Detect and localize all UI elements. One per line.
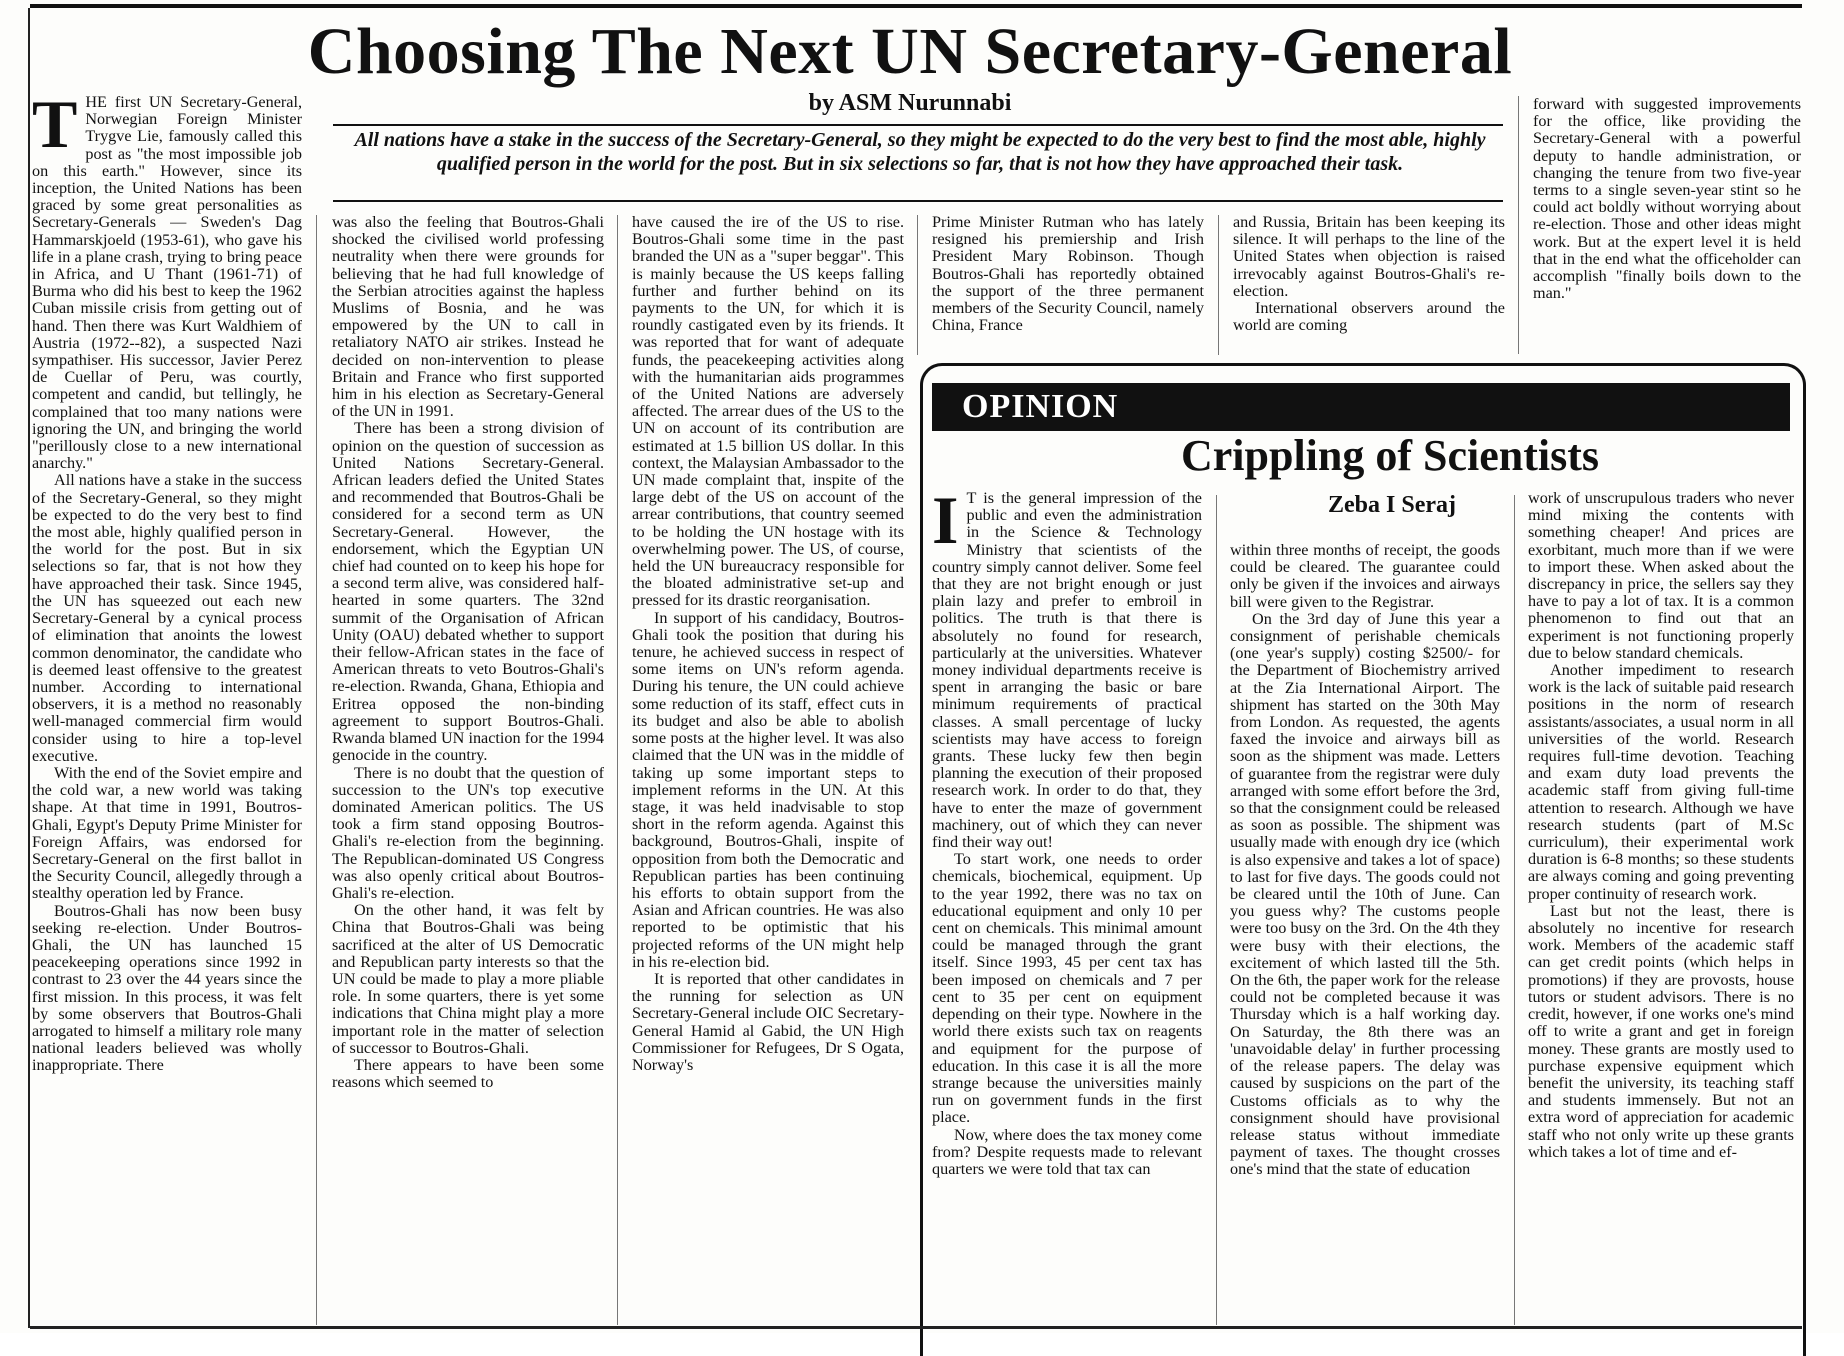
deck-rule-bottom [333, 200, 1503, 202]
bottom-rule [30, 1326, 1802, 1329]
paragraph: T is the general impression of the public and even the administration in the Science & Technology Ministry that scientists of the country simply cannot deliver. Some feel that they are not bright enough or just plain lazy and prefer to embroil in politics. The truth is that there is absolutely no found for research, particularly at the universities. Whatever money individual departments receive is spent in arranging the basic or bare minimum requirements of practical classes. A small percentage of lucky scientists may have access to foreign grants. These lucky few then begin planning the execution of their proposed research work. In order to do that, they have to enter the maze of government machinery, out of which they can never find their way out! [932, 490, 1202, 852]
paragraph: There is no doubt that the question of succession to the UN's top executive dominated American politics. The US took a firm stand opposing Boutros-Ghali's re-election from the beginning. The Republican-dominated US Congress was also openly critical about Boutros-Ghali's re-election. [332, 763, 604, 902]
column-separator [316, 215, 317, 1325]
dropcap: I [932, 490, 959, 558]
paragraph: Last but not the least, there is absolutely no incentive for research work. Members of the academic staff can get credit points (which helps in promotions) if they are provosts, house tutors or student advisors. There is no credit, however, if one works one's mind off to write a grant and get in foreign money. These grants are mostly used to purchase expensive equipment which benefit the university, its teaching staff and students immensely. But not an extra word of appreciation for academic staff who not only write up these grants which takes a lot of time and ef- [1528, 901, 1794, 1161]
column-separator [1514, 495, 1515, 1325]
paragraph: work of unscrupulous traders who never mind mixing the contents with something cheaper! And prices are exorbitant, much more than if we were to import these. When asked about the discrepancy in price, the sellers say they have to pay a lot of tax. It is a common phenomenon to find out that an experiment is not functioning properly due to below standard chemicals. [1528, 490, 1794, 662]
paragraph: Prime Minister Rutman who has lately resigned his premiership and Irish President Mary Robinson. Though Boutros-Ghali has reportedly obtained the support of the three permanent members of the Security Council, namely China, France [932, 214, 1204, 335]
opinion-author: Zeba I Seraj [1328, 492, 1456, 518]
paragraph: International observers around the world are coming [1233, 299, 1505, 335]
paragraph: within three months of receipt, the goods could be cleared. The guarantee could only be given if the invoices and airways bill were given to the Registrar. [1230, 542, 1500, 611]
paragraph: Now, where does the tax money come from? Despite requests made to relevant quarters we were told that tax can [932, 1125, 1202, 1178]
article-column-1 [32, 94, 302, 1324]
deck-rule-top [333, 124, 1503, 126]
column-separator [1216, 495, 1217, 1325]
paragraph: On the 3rd day of June this year a consignment of perishable chemicals (one year's supply) costing $2500/- for the Department of Biochemistry arrived at the Zia International Airport. The shipment has started on the 30th May from London. As requested, the agents faxed the invoice and airways bill as soon as the shipment was made. Letters of guarantee from the registrar were duly arranged with some effort before the 3rd, so that the consignment could be released as soon as possible. The shipment was usually made with enough dry ice (which is also expensive and takes a lot of space) to last for five days. The goods could not be cleared until the 10th of June. Can you guess why? The customs people were too busy on the 3rd. On the 4th they were busy with their elections, the excitement of which lasted till the 5th. On the 6th, the paper work for the release could not be completed because it was Thursday which is a half working day. On Saturday, the 8th there was an 'unavoidable delay' in further processing of the release papers. The delay was caused by suspicions on the part of the Customs officials as to why the consignment should have provisional release status without immediate payment of taxes. The thought crosses one's mind that the state of education [1230, 609, 1500, 1179]
paragraph: There appears to have been some reasons which seemed to [332, 1055, 604, 1092]
byline: by ASM Nurunnabi [808, 90, 1012, 116]
opinion-column-3 [1528, 490, 1794, 1325]
article-column-4 [932, 214, 1204, 354]
dropcap: T [32, 94, 78, 162]
article-column-2 [332, 214, 604, 1324]
article-column-3 [632, 214, 904, 1324]
column-separator [1218, 215, 1219, 355]
article-column-5 [1233, 214, 1505, 354]
left-border-rule [28, 8, 30, 1328]
article-column-6 [1533, 96, 1801, 356]
paragraph: Boutros-Ghali has now been busy seeking re-election. Under Boutros-Ghali, the UN has launched 15 peacekeeping operations since 1992 in contrast to 23 over the 44 years since the first mission. In this process, it was felt by some observers that Boutros-Ghali arrogated to himself a military role many national leaders believed was wholly inappropriate. There [32, 901, 302, 1075]
paragraph: There has been a strong division of opinion on the question of succession as United Nations Secretary-General. African leaders defied the United States and recommended that Boutros-Ghali be considered for a second term as UN Secretary-General. However, the endorsement, which the Egyptian UN chief had counted on to keep his hope for a second term alive, was considered half-hearted in some quarters. The 32nd summit of the Organisation of African Unity (OAU) debated whether to support their fellow-African states in the face of American threats to veto Boutros-Ghali's re-election. Rwanda, Ghana, Ethiopia and Eritrea opposed the non-binding agreement to support Boutros-Ghali. Rwanda blamed UN inaction for the 1994 genocide in the country. [332, 419, 604, 765]
opinion-column-1 [932, 490, 1202, 1325]
opinion-label: OPINION [932, 383, 1790, 431]
paragraph: To start work, one needs to order chemicals, biochemical, equipment. Up to the year 1992, there was no tax on educational equipment and only 10 per cent on chemicals. This minimal amount could be managed through the grant itself. Since 1993, 45 per cent tax has been imposed on chemicals and 7 per cent to 35 per cent on equipment depending on their type. Nowhere in the world there exists such tax on reagents and equipment for the purpose of education. In this case it is all the more strange because the universities mainly run on government funds in the first place. [932, 850, 1202, 1127]
top-rule [30, 4, 1802, 8]
deck: All nations have a stake in the success of the Secretary-General, so they might be expected to do the very best to find the most able, highly qualified person in the world for the post. But in six selections so far, that is not how they have approached their task. [354, 129, 1486, 175]
column-separator [617, 215, 618, 1325]
headline: Choosing The Next UN Secretary-General [307, 15, 1513, 88]
opinion-title: Crippling of Scientists [1180, 431, 1600, 480]
column-separator [917, 215, 918, 355]
paragraph: All nations have a stake in the success of the Secretary-General, so they might be expected to do the very best to find the most able, highly qualified person in the world for the post. But in six selections so far, that is not how they have approached their task. Since 1945, the UN has squeezed out each new Secretary-General by a cynical process of elimination that anoints the lowest common denominator, the candidate who is deemed least offensive to the greatest number. According to international observers, it is a method no reasonably well-managed commercial firm would consider using to hire a top-level executive. [32, 471, 302, 765]
paragraph: Another impediment to research work is the lack of suitable paid research positions in the norm of research assistants/associates, a usual norm in all universities of the world. Research requires full-time devotion. Teaching and exam duty load prevents the academic staff from giving full-time attention to research. Although we have research students (part of M.Sc curriculum), their experimental work duration is 6-8 months; so these students are always coming and going preventing proper continuity of research work. [1528, 661, 1794, 903]
column-separator [1518, 96, 1519, 354]
paragraph: forward with suggested improvements for the office, like providing the Secretary-General with a powerful deputy to handle administration, or changing the tenure from two five-year terms to a single seven-year stint so he could act boldly without worrying about re-election. Those and other ideas might work. But at the expert level it is held that in the end what the officeholder can accomplish "finally boils down to the man." [1533, 96, 1801, 303]
paragraph: have caused the ire of the US to rise. Boutros-Ghali some time in the past branded the UN as a "super beggar". This is mainly because the US keeps falling further and further behind on its payments to the UN, for which it is roundly castigated even by its friends. It was reported that for want of adequate funds, the peacekeeping activities along with the humanitarian aids programmes of the United Nations are adversely affected. The arrear dues of the US to the UN on account of its contribution are estimated at 1.5 billion US dollar. In this context, the Malaysian Ambassador to the UN made complaint that, inspite of the large debt of the US on account of the arrear contributions, that country seemed to be holding the UN hostage with its overwhelming power. The US, of course, held the UN bureaucracy responsible for the bloated administrative set-up and pressed for its drastic reorganisation. [632, 214, 904, 610]
paragraph: On the other hand, it was felt by China that Boutros-Ghali was being sacrificed at the alter of US Democratic and Republican party interests so that the UN could be made to play a more pliable role. In some quarters, there is yet some indications that China might play a more important role in the matter of selection of successor to Boutros-Ghali. [332, 901, 604, 1057]
opinion-column-2 [1230, 542, 1500, 1325]
paragraph: was also the feeling that Boutros-Ghali shocked the civilised world professing neutrality when there were grounds for believing that he had full knowledge of the Serbian atrocities against the hapless Muslims of Bosnia, and he was empowered by the UN to call in retaliatory NATO air strikes. Instead he decided on non-intervention to please Britain and France who first supported him in his election as Secretary-General of the UN in 1991. [332, 214, 604, 421]
paragraph: and Russia, Britain has been keeping its silence. It will perhaps to the line of the United States when objection is raised irrevocably against Boutros-Ghali's re-election. [1233, 214, 1505, 300]
paragraph: With the end of the Soviet empire and the cold war, a new world was taking shape. At that time in 1991, Boutros-Ghali, Egypt's Deputy Prime Minister for Foreign Affairs, was endorsed for Secretary-General on the first ballot in the Security Council, allegedly through a stealthy operation led by France. [32, 763, 302, 903]
paragraph: HE first UN Secretary-General, Norwegian Foreign Minister Trygve Lie, famously called this post as "the most impossible job on this earth." However, since its inception, the United Nations has been graced by some great personalities as Secretary-Generals — Sweden's Dag Hammarskjoeld (1953-61), who gave his life in a plane crash, trying to bring peace in Africa, and U Thant (1961-71) of Burma who did his best to keep the 1962 Cuban missile crisis from getting out of hand. Then there was Kurt Waldhiem of Austria (1972--82), a suspected Nazi sympathiser. His successor, Javier Perez de Cuellar of Peru, was courtly, competent and candid, but tellingly, he complained that too many nations were ignoring the UN, and bringing the world "perillously close to a new international anarchy." [32, 94, 302, 473]
paragraph: In support of his candidacy, Boutros-Ghali took the position that during his tenure, he achieved success in respect of some items on UN's reform agenda. During his tenure, the UN could achieve some reduction of its staff, effect cuts in its budget and also be able to abolish some posts at the higher level. It was also claimed that the UN was in the middle of taking up some important steps to implement reforms in the UN. At this stage, it was held inadvisable to stop short in the reform agenda. Against this background, Boutros-Ghali, inspite of opposition from both the Democratic and Republican parties has been continuing his efforts to obtain support from the Asian and African countries. He was also reported to be optimistic that his projected reforms of the UN might help in his re-election bid. [632, 608, 904, 971]
paragraph: It is reported that other candidates in the running for selection as UN Secretary-General include OIC Secretary-General Hamid al Gabid, the UN High Commissioner for Refugees, Dr S Ogata, Norway's [632, 969, 904, 1074]
